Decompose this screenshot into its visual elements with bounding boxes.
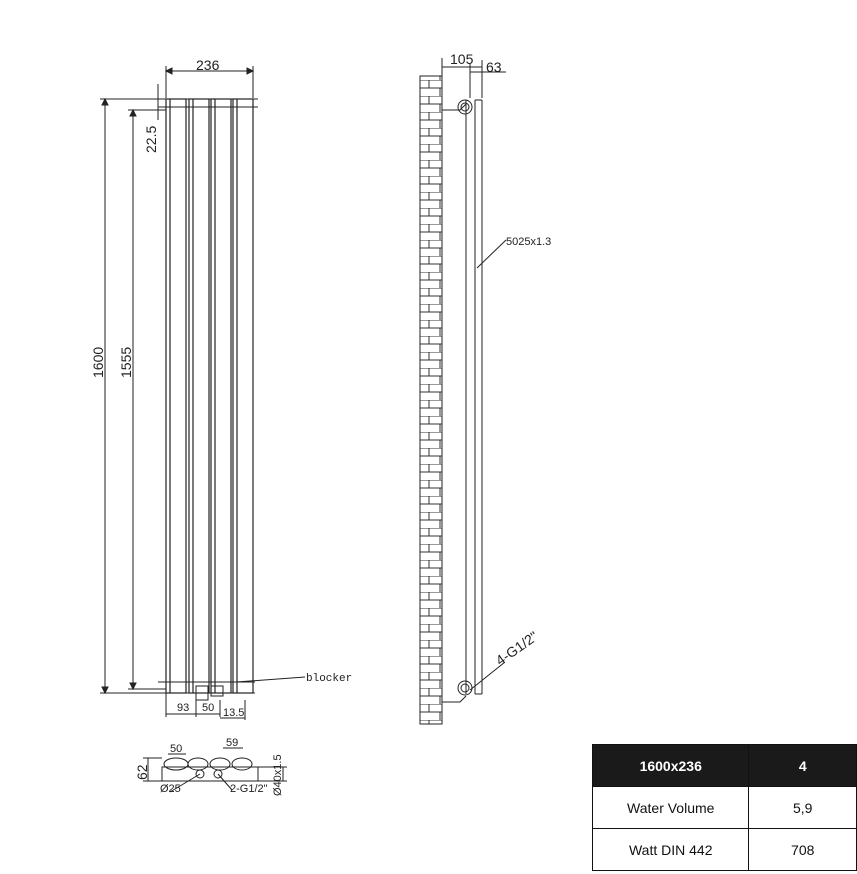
- bottom-connection-icon: [458, 681, 472, 695]
- row-label: Watt DIN 442: [593, 829, 749, 871]
- side-view: [420, 58, 506, 724]
- tube-1: [166, 99, 186, 693]
- bottom-header: [162, 767, 258, 781]
- radiator-tubes: [166, 99, 253, 693]
- row-value: 708: [749, 829, 857, 871]
- row-value: 5,9: [749, 787, 857, 829]
- blocker-leader: [236, 677, 305, 682]
- header-dia-label: Ø40x1.5: [272, 754, 284, 796]
- bottom-mid-dim-label: 50: [202, 702, 215, 714]
- spacing-dim-label: 59: [226, 737, 239, 749]
- pitch-dim-label: 50: [170, 743, 183, 755]
- pipe-dia-label: Ø25: [160, 783, 181, 795]
- table-row: [593, 829, 857, 871]
- top-offset-label: 22.5: [143, 125, 159, 153]
- width-dim-label: 236: [196, 57, 220, 73]
- brick-wall: [420, 76, 442, 724]
- tube-label: 5025x1.3: [506, 236, 552, 248]
- spec-table: [592, 744, 857, 871]
- bottom-right-dim-label: 13.5: [223, 707, 245, 719]
- row-label: Water Volume: [593, 787, 749, 829]
- connection-label: 4-G1/2": [492, 627, 541, 669]
- overall-height-label: 1600: [90, 346, 106, 378]
- top-connection-icon: [458, 100, 472, 114]
- table-row: [593, 787, 857, 829]
- bottom-depth-label: 62: [134, 764, 150, 780]
- depth-dim-label: 105: [450, 51, 474, 67]
- centre-height-label: 1555: [118, 346, 134, 378]
- front-view: [100, 66, 305, 720]
- blocker-label: blocker: [306, 673, 353, 685]
- wall-gap-dim-label: 63: [486, 59, 502, 75]
- model-cell: 1600x236: [593, 745, 749, 787]
- sections-cell: 4: [749, 745, 857, 787]
- tube-2: [189, 99, 209, 693]
- bottom-left-dim-label: 93: [177, 702, 190, 714]
- thread-label: 2-G1/2": [230, 783, 268, 795]
- tube-3: [211, 99, 231, 693]
- dim-centre-height: [128, 110, 166, 689]
- dim-top-offset: [155, 84, 161, 120]
- tube-4: [233, 99, 253, 693]
- spec-table-header: [593, 745, 857, 787]
